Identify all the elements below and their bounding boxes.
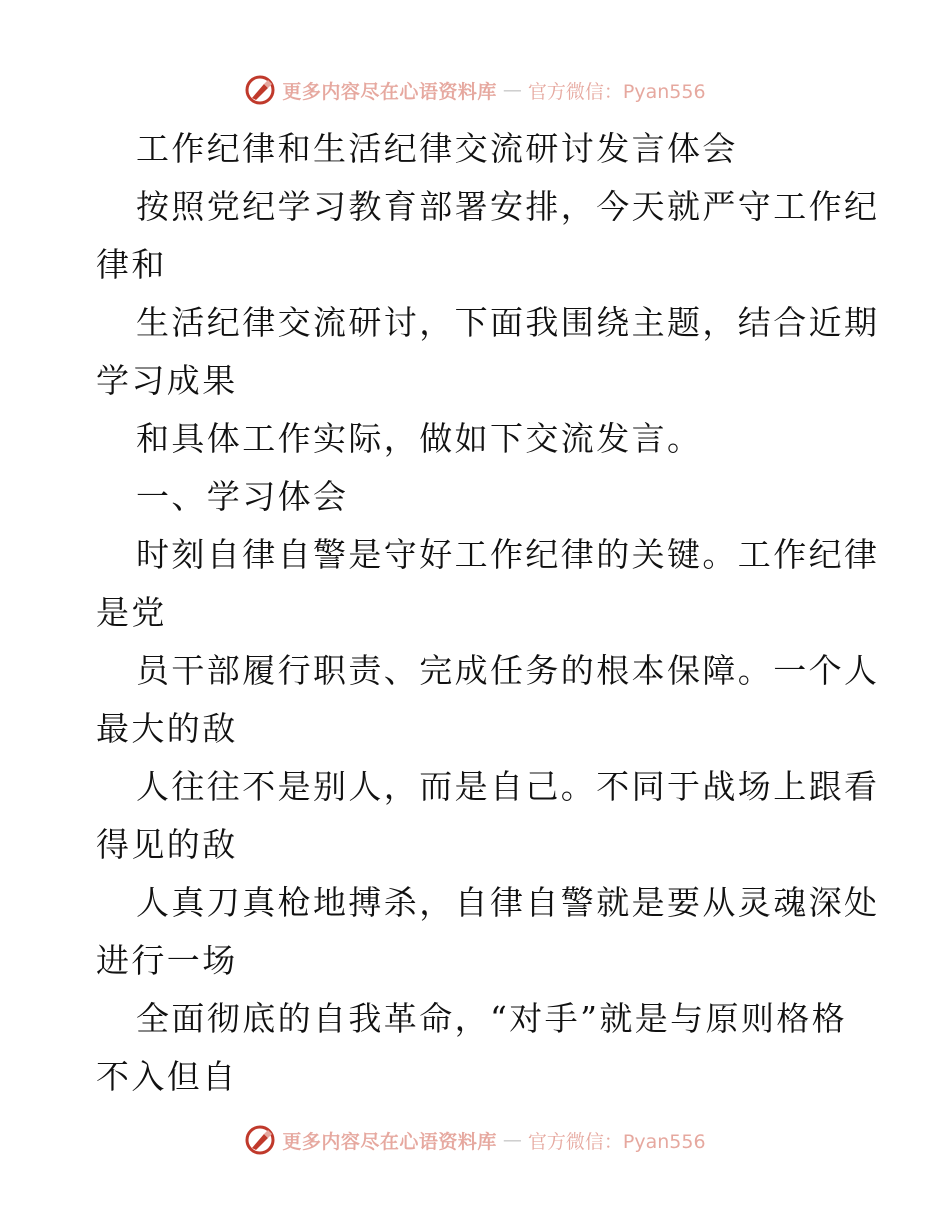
paragraph-line: 按照党纪学习教育部署安排，今天就严守工作纪 xyxy=(136,187,880,226)
paragraph-line: 员干部履行职责、完成任务的根本保障。一个人 xyxy=(136,651,880,690)
paragraph-line: 得见的敌 xyxy=(96,825,238,864)
paragraph-line: 全面彻底的自我革命，“对手”就是与原则格格 xyxy=(136,999,848,1038)
watermark-site-text: 更多内容尽在心语资料库 xyxy=(282,80,497,103)
watermark-footer xyxy=(0,1120,950,1160)
paragraph-line: 不入但自 xyxy=(96,1057,238,1096)
paragraph-line: 进行一场 xyxy=(96,941,238,980)
watermark-separator: — xyxy=(502,79,522,101)
pen-logo-icon xyxy=(244,1124,276,1156)
pen-logo-icon xyxy=(244,74,276,106)
section-heading: 一、学习体会 xyxy=(136,477,349,516)
paragraph-line: 最大的敌 xyxy=(96,709,238,748)
paragraph-line: 时刻自律自警是守好工作纪律的关键。工作纪律 xyxy=(136,535,880,574)
document-body xyxy=(96,120,880,1106)
paragraph-line: 和具体工作实际，做如下交流发言。 xyxy=(136,419,703,458)
paragraph-line: 律和 xyxy=(96,245,167,284)
watermark-separator: — xyxy=(502,1129,522,1151)
paragraph-line: 是党 xyxy=(96,593,167,632)
watermark-site-text: 更多内容尽在心语资料库 xyxy=(282,1130,497,1153)
paragraph-line: 人真刀真枪地搏杀，自律自警就是要从灵魂深处 xyxy=(136,883,880,922)
paragraph-line: 学习成果 xyxy=(96,361,238,400)
document-title: 工作纪律和生活纪律交流研讨发言体会 xyxy=(136,129,738,168)
paragraph-line: 人往往不是别人，而是自己。不同于战场上跟看 xyxy=(136,767,880,806)
watermark-wechat-text: 官方微信：Pyan556 xyxy=(527,1130,706,1153)
paragraph-line: 生活纪律交流研讨，下面我围绕主题，结合近期 xyxy=(136,303,880,342)
watermark-header xyxy=(0,70,950,110)
watermark-wechat-text: 官方微信：Pyan556 xyxy=(527,80,706,103)
